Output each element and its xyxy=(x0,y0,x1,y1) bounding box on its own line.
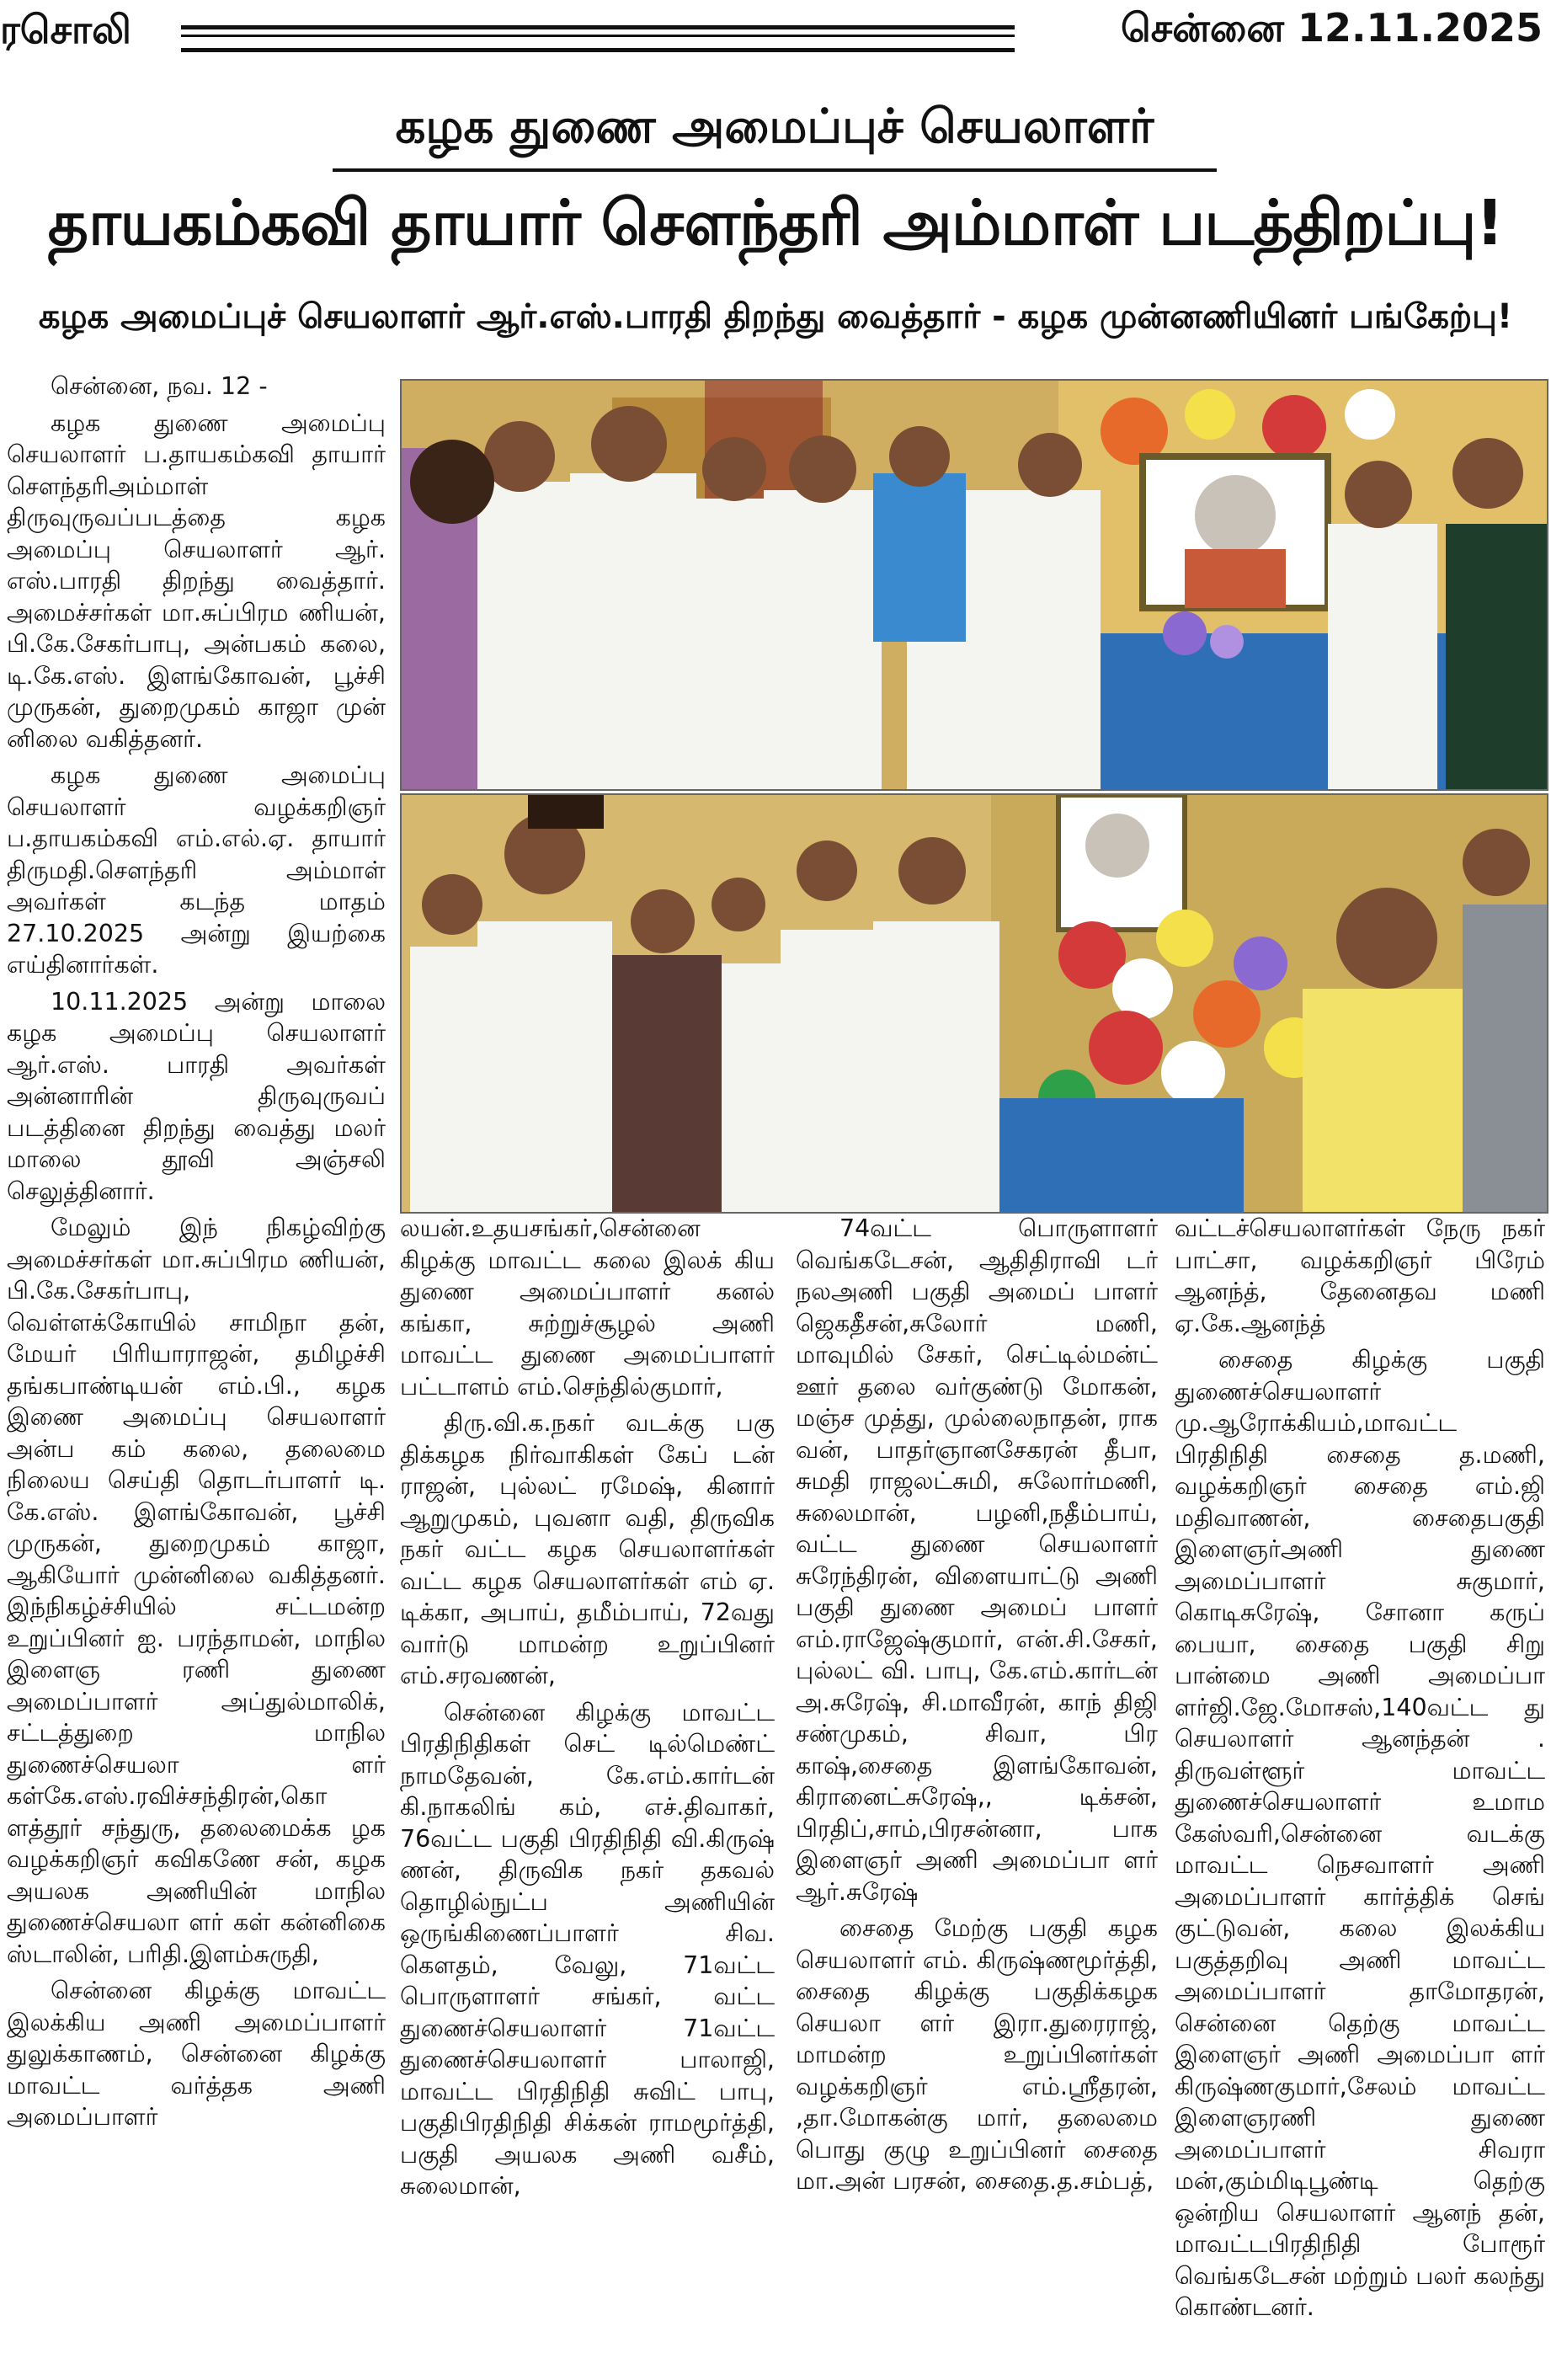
newspaper-name: ரசொலி xyxy=(0,7,131,52)
article-paragraph: 10.11.2025 அன்று மாலை கழக அமைப்பு செயலாளர் ஆர்.எஸ். பாரதி அவர்கள் அன்னாரின் திருவுருவப் படத்தினை திறந்து வைத்து மலர் மாலை தூவி அஞ்சலி செலுத்தினார். xyxy=(7,987,386,1205)
article-paragraph: கழக துணை அமைப்பு செயலாளர் ப.தாயகம்கவி தாயார் சௌந்தரிஅம்மாள் திருவுருவப்படத்தை கழக அமைப்பு செயலாளர் ஆர். எஸ்.பாரதி திறந்து வைத்தார். அமைச்சர்கள் மா.சுப்பிரம ணியன், பி.கே.சேகர்பாபு, அன்பகம் கலை, டி.கே.எஸ். இளங்கோவன், பூச்சி முருகன், துறைமுகம் காஜா முன் னிலை வகித்தனர். xyxy=(7,408,386,753)
article-paragraph: லயன்.உதயசங்கர்,சென்னை கிழக்கு மாவட்ட கலை இலக் கிய துணை அமைப்பாளர் கனல் கங்கா, சுற்றுச்சூழல் அணி மாவட்ட துணை அமைப்பாளர் பட்டாளம் எம்.செந்தில்குமார், xyxy=(400,1214,775,1401)
article-paragraph: மேலும் இந் நிகழ்விற்கு அமைச்சர்கள் மா.சுப்பிரம ணியன், பி.கே.சேகர்பாபு, வெள்ளக்கோயில் சாமிநா தன், மேயர் பிரியாராஜன், தமிழச்சி தங்கபாண்டியன் எம்.பி., கழக இணை அமைப்பு செயலாளர் அன்ப கம் கலை, தலைமை நிலைய செய்தி தொடர்பாளர் டி. கே.எஸ். இளங்கோவன், பூச்சி முருகன், துறைமுகம் காஜா, ஆகியோர் முன்னிலை வகித்தனர். இந்நிகழ்ச்சியில் சட்டமன்ற உறுப்பினர் ஐ. பரந்தாமன், மாநில இளைஞ ரணி துணை அமைப்பாளர் அப்துல்மாலிக், சட்டத்துறை மாநில துணைச்செயலா ளர் கள்கே.எஸ்.ரவிச்சந்திரன்,கொ ளத்தூர் சந்துரு, தலைமைக்க ழக வழக்கறிஞர் கவிகணே சன், கழக அயலக அணியின் மாநில துணைச்செயலா ளர் கள் கன்னிகை ஸ்டாலின், பரிதி.இளம்சுருதி, xyxy=(7,1214,386,1968)
article-paragraph: கழக துணை அமைப்பு செயலாளர் வழக்கறிஞர் ப.தாயகம்கவி எம்.எல்.ஏ. தாயார் திருமதி.சௌந்தரி அம்மாள் அவர்கள் கடந்த மாதம் 27.10.2025 அன்று இயற்கை எய்தினார்கள். xyxy=(7,761,386,979)
article-paragraph: சென்னை கிழக்கு மாவட்ட பிரதிநிதிகள் செட் டில்மெண்ட் நாமதேவன், கே.எம்.கார்டன் கி.நாகலிங் கம், எச்.திவாகர், 76வட்ட பகுதி பிரதிநிதி வி.கிருஷ் ணன், திருவிக நகர் தகவல் தொழில்நுட்ப அணியின் ஒருங்கிணைப்பாளர் சிவ. கௌதம், வேலு, 71வட்ட பொருளாளர் சங்கர், வட்ட துணைச்செயலாளர் 71வட்ட துணைச்செயலாளர் பாலாஜி, மாவட்ட பிரதிநிதி சுவிட் பாபு, பகுதிபிரதிநிதி சிக்கன் ராமமூர்த்தி, பகுதி அயலக அணி வசீம், சுலைமான், xyxy=(400,1698,775,2200)
article-column-2 xyxy=(400,1213,775,2375)
dateline-paragraph: சென்னை, நவ. 12 - xyxy=(51,372,268,400)
article-paragraph: சென்னை கிழக்கு மாவட்ட இலக்கிய அணி அமைப்பாளர் துலுக்காணம், சென்னை கிழக்கு மாவட்ட வர்த்தக அணி அமைப்பாளர் xyxy=(7,1977,386,2131)
photo-illustration xyxy=(402,381,1547,789)
kicker-heading: கழக துணை அமைப்புச் செயலாளர் xyxy=(333,99,1217,172)
masthead-rule xyxy=(181,25,1015,52)
portrait-unveiling-photo xyxy=(400,379,1548,791)
article-paragraph: 74வட்ட பொருளாளர் வெங்கடேசன், ஆதிதிராவி டர் நலஅணி பகுதி அமைப் பாளர் ஜெகதீசன்,சுலோர் மணி, மாவுமில் சேகர், செட்டில்மன்ட் ஊர் தலை வர்குண்டு மோகன், மஞ்ச முத்து, முல்லைநாதன், ராக வன், பாதர்ஞானசேகரன் தீபா, சுமதி ராஜலட்சுமி, சுலோர்மணி, சுலைமான், பழனி,நதீம்பாய், வட்ட துணை செயலாளர் சுரேந்திரன், விளையாட்டு அணி பகுதி துணை அமைப் பாளர் எம்.ராஜேஷ்குமார், என்.சி.சேகர், புல்லட் வி. பாபு, கே.எம்.கார்டன் அ.சுரேஷ், சி.மாவீரன், காந் திஜி சண்முகம், சிவா, பிர காஷ்,சைதை இளங்கோவன், கிரானைட்சுரேஷ்,, டிக்சன், பிரதிப்,சாம்,பிரசன்னா, பாக இளைஞர் அணி அமைப்பா ளர் ஆர்.சுரேஷ் xyxy=(796,1214,1158,1906)
article-paragraph: சைதை கிழக்கு பகுதி துணைச்செயலாளர் மு.ஆரோக்கியம்,மாவட்ட பிரதிநிதி சைதை த.மணி, வழக்கறிஞர் சைதை எம்.ஜி மதிவாணன், சைதைபகுதி இளைஞர்அணி துணை அமைப்பாளர் சுகுமார், கொடிசுரேஷ், சோனா கருப் பையா, சைதை பகுதி சிறு பான்மை அணி அமைப்பா ளர்ஜி.ஜே.மோசஸ்,140வட்ட து செயலாளர் ஆனந்தன் . திருவள்ளூர் மாவட்ட துணைச்செயலாளர் உமாம கேஸ்வரி,சென்னை வடக்கு மாவட்ட நெசவாளர் அணி அமைப்பாளர் கார்த்திக் செங் குட்டுவன், கலை இலக்கிய பகுத்தறிவு அணி மாவட்ட அமைப்பாளர் தாமோதரன், சென்னை தெற்கு மாவட்ட இளைஞர் அணி அமைப்பா ளர் கிருஷ்ணகுமார்,சேலம் மாவட்ட இளைஞரணி துணை அமைப்பாளர் சிவரா மன்,கும்மிடிபூண்டி தெற்கு ஒன்றிய செயலாளர் ஆனந் தன், மாவட்டபிரதிநிதி போரூர் வெங்கடேசன் மற்றும் பலர் கலந்து கொண்டனர். xyxy=(1175,1346,1545,2321)
article-paragraph: வட்டச்செயலாளர்கள் நேரு நகர் பாட்சா, வழக்கறிஞர் பிரேம் ஆனந்த், தேனைதவ மணி ஏ.கே.ஆனந்த் xyxy=(1175,1214,1545,1337)
photo-illustration xyxy=(402,795,1547,1212)
dateline: சென்னை 12.11.2025 xyxy=(1120,5,1543,51)
article-column-1 xyxy=(7,371,386,2375)
main-headline: தாயகம்கவி தாயார் சௌந்தரி அம்மாள் படத்திறப்பு! xyxy=(47,187,1504,259)
article-paragraph: திரு.வி.க.நகர் வடக்கு பகு திக்கழக நிர்வாகிகள் கேப் டன் ராஜன், புல்லட் ரமேஷ், கினார் ஆறுமுகம், புவனா வதி, திருவிக நகர் வட்ட கழக செயலாளர்கள் வட்ட கழக செயலாளர்கள் எம் ஏ. டிக்கா, அபாய், தமீம்பாய், 72வது வார்டு மாமன்ற உறுப்பினர் எம்.சரவணன், xyxy=(400,1409,775,1689)
masthead xyxy=(0,0,1551,66)
article-column-3 xyxy=(796,1213,1158,2375)
article-column-4 xyxy=(1175,1213,1545,2375)
article-paragraph: சைதை மேற்கு பகுதி கழக செயலாளர் எம். கிருஷ்ணமூர்த்தி, சைதை கிழக்கு பகுதிக்கழக செயலா ளர் இரா.துரைராஜ், மாமன்ற உறுப்பினர்கள் வழக்கறிஞர் எம்.ஸ்ரீதரன், ,தா.மோகன்கு மார், தலைமை பொது குழு உறுப்பினர் சைதை மா.அன் பரசன், சைதை.த.சம்பத், xyxy=(796,1914,1158,2195)
floral-tribute-photo xyxy=(400,793,1548,1214)
sub-headline: கழக அமைப்புச் செயலாளர் ஆர்.எஸ்.பாரதி திறந்து வைத்தார் - கழக முன்னணியினர் பங்கேற்பு! xyxy=(38,297,1513,336)
